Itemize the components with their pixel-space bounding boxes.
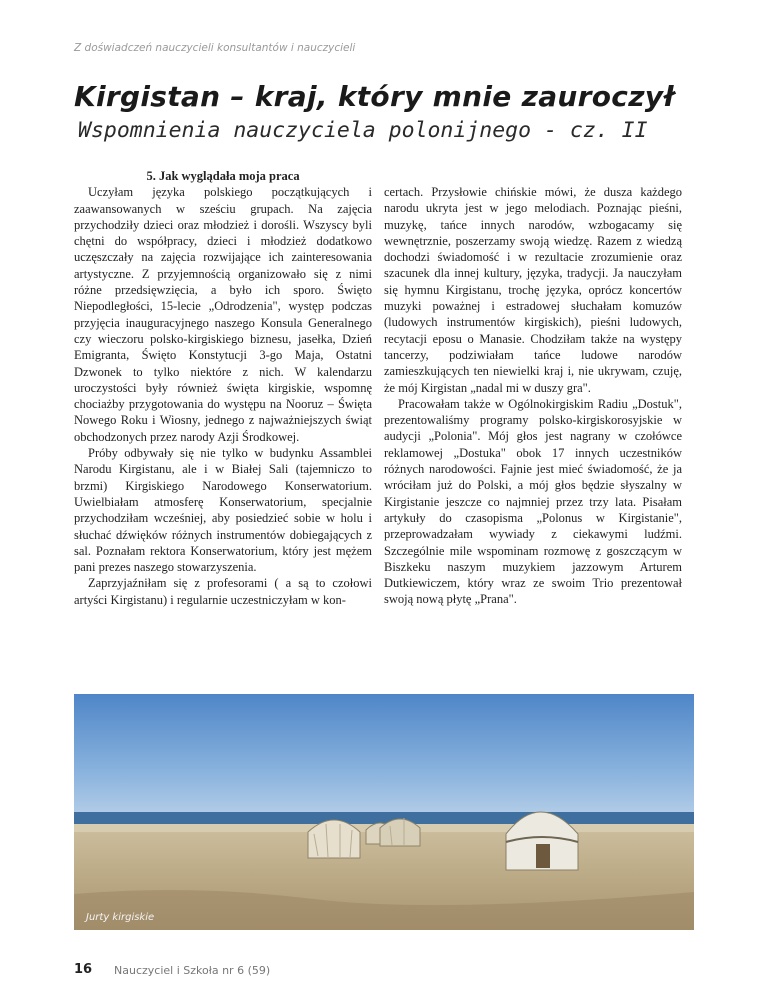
paragraph: Uczyłam języka polskiego początkujących i zaawansowanych w sześciu grupach. Na zajęcia przychodziły dzieci oraz młodzież i dorośli. Wszyscy byli chętni do współpracy, dzieci i młodzież dodatkowo uczęszczały na zajęcia rozwijające ich zainteresowania artystyczne. Z przyjemnością organizowało się z nimi różne przedsięwzięcia, a było ich sporo. Święto Niepodległości, 15-lecie „Odrodzenia", występ podczas przyjęcia inauguracyjnego naszego Konsula Generalnego czy wieczoru polsko-kirgiskiego biznesu, jasełka, Dzień Emigranta, Święto Konstytucji 3-go Maja, Ostatni Dzwonek to tylko niektóre z nich. W kalendarzu uroczystości były również święta kirgiskie, wspomnę chociażby przygotowania do występu na Nooruz – Święta Nowego Roku i Wiosny, jednego z najważniejszych świąt obchodzonych przez narody Azji Środkowej. (74, 185, 372, 444)
section-heading: 5. Jak wyglądała moja praca (146, 169, 300, 183)
journal-name: Nauczyciel i Szkoła nr 6 (59) (114, 964, 271, 977)
section-kicker: Z doświadczeń nauczycieli konsultantów i nauczycieli (74, 42, 356, 54)
paragraph-continued: certach. Przysłowie chińskie mówi, że dusza każdego narodu ukryta jest w jego melodiach. Poznając pieśni, muzykę, tańce innych narodów, wzbogacamy się wewnętrznie, poszerzamy swoją wiedzę. Razem z wiedzą dochodzi świadomość i w rezultacie zrozumienie oraz szacunek dla innej kultury, języka, tradycji. Ja nauczyłam się hymnu Kirgistanu, trochę języka, oprócz koncertów muzyki poważnej i estradowej słuchałam komuzów (ludowych instrumentów kirgiskich), pieśni ludowych, recytacji eposu o Manasie. Chodziłam także na występy tancerzy, podziwiałam tańce ludowe narodów zamieszkujących ten niewielki kraj i, nie ukrywam, czuję, że mój Kirgistan „nadal mi w duszy gra". (384, 185, 682, 395)
text-column-left (74, 168, 372, 608)
page-number: 16 (74, 962, 93, 977)
photo-caption: Jurty kirgiskie (86, 912, 155, 923)
yurts-photo (74, 694, 694, 930)
article-subtitle: Wspomnienia nauczyciela polonijnego - cz. II (78, 118, 648, 143)
text-column-right (384, 184, 682, 608)
paragraph: Pracowałam także w Ogólnokirgiskim Radiu „Dostuk", prezentowaliśmy programy polsko-kirgiskorosyjskie w audycji „Polonia". Mój głos jest nagrany w czołówce reklamowej „Dostuka" obok 17 innych uczestników różnych narodowości. Fajnie jest mieć świadomość, że ja wróciłam już do Polski, a mój głos będzie słyszalny w Kirgistanie jeszcze co najmniej przez trzy lata. Pisałam artykuły do czasopisma „Polonus w Kirgistanie", przeprowadzałam wywiady z ciekawymi ludźmi. Szczególnie mile wspominam rozmowę z goszczącym w Biszkeku naszym muzykiem jazzowym Arturem Dutkiewiczem, który wraz ze swoim Trio prezentował swoją nową płytę „Prana". (384, 396, 682, 607)
paragraph: Próby odbywały się nie tylko w budynku Assamblei Narodu Kirgistanu, ale i w Białej Sali (tajemniczo to brzmi) Kirgiskiego Narodowego Konserwatorium. Uwielbiałam atmosferę Konserwatorium, specjalnie przychodziłam wcześniej, aby posiedzieć sobie w holu i słuchać dźwięków różnych instrumentów dobiegających z sal. Poznałam rektora Konserwatorium, który jest mężem pani prezes naszego stowarzyszenia. (74, 446, 372, 575)
paragraph: Zaprzyjaźniłam się z profesorami ( a są to czołowi artyści Kirgistanu) i regularnie uczestniczyłam w kon- (74, 576, 372, 607)
article-title: Kirgistan – kraj, który mnie zauroczył (74, 80, 675, 113)
